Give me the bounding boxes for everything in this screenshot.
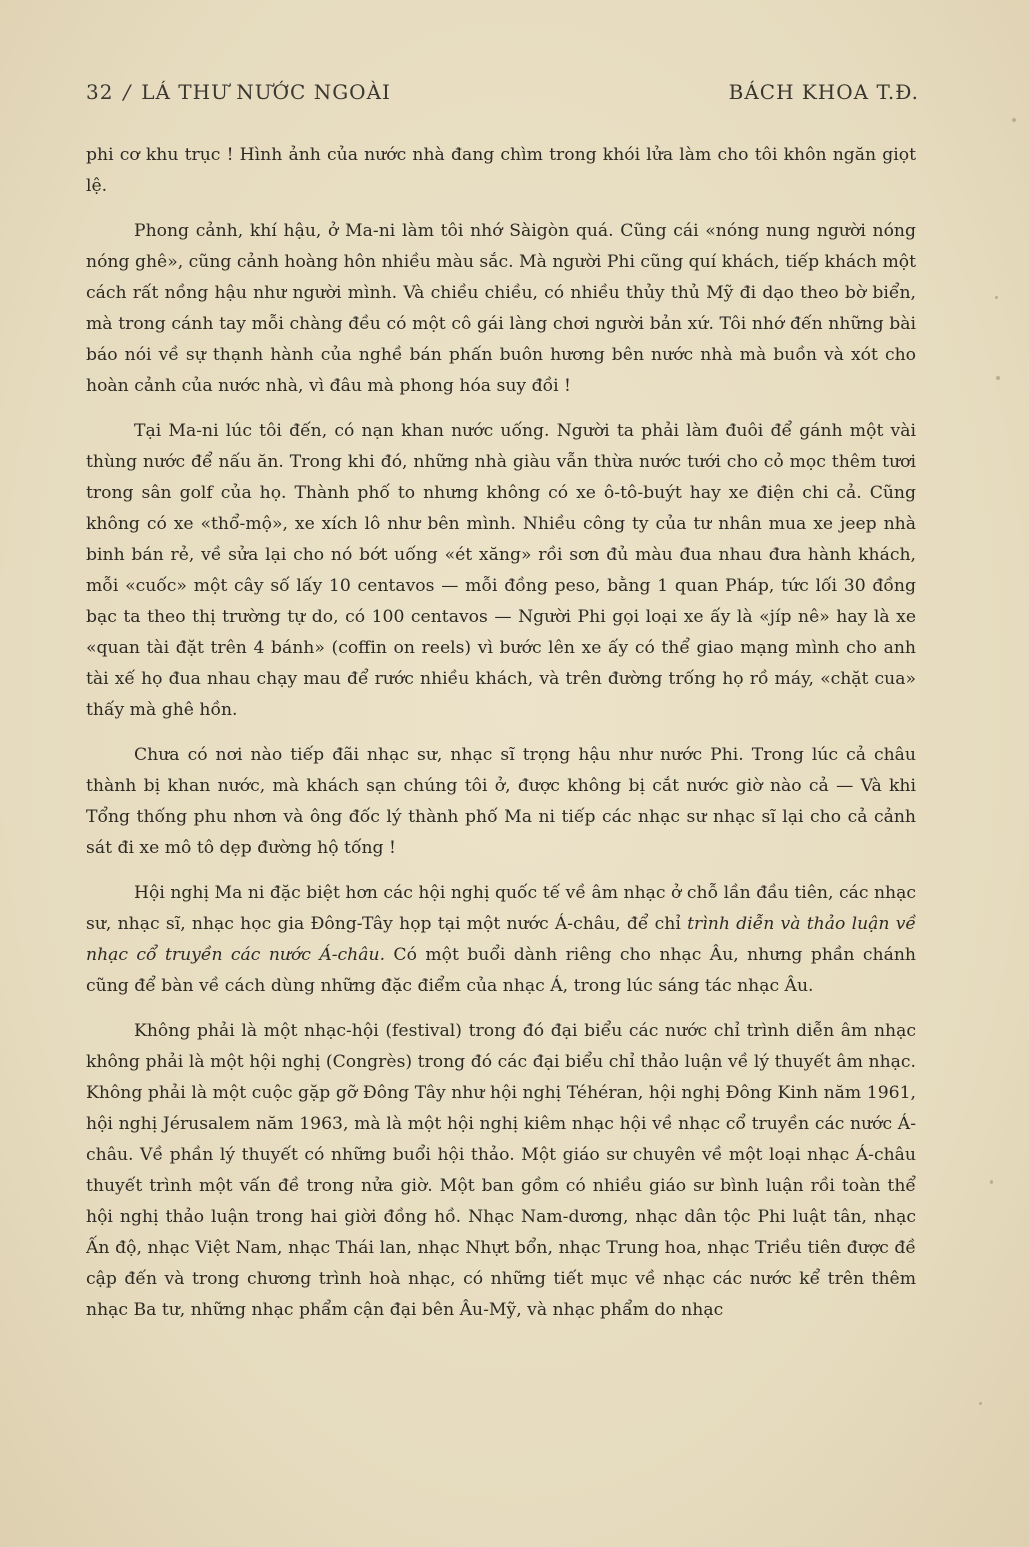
paper-speck [996,376,1000,380]
paragraph: Tại Ma-ni lúc tôi đến, có nạn khan nước uống. Người ta phải làm đuôi để gánh một vài thùng nước để nấu ăn. Trong khi đó, những nhà giàu vẫn thừa nước tưới cho cỏ mọc thêm tươi trong sân golf của họ. Thành phố to nhưng không có xe ô-tô-buýt hay xe điện chi cả. Cũng không có xe «thổ-mộ», xe xích lô như bên mình. Nhiều công ty của tư nhân mua xe jeep nhà binh bán rẻ, về sửa lại cho nó bớt uống «ét xăng» rồi sơn đủ màu đua nhau đưa hành khách, mỗi «cuốc» một cây số lấy 10 centavos — mỗi đồng peso, bằng 1 quan Pháp, tức lối 30 đồng bạc ta theo thị trường tự do, có 100 centavos — Người Phi gọi loại xe ấy là «jíp nê» hay là xe «quan tài đặt trên 4 bánh» (coffin on reels) vì bước lên xe ấy có thể giao mạng mình cho anh tài xế họ đua nhau chạy mau để rước nhiều khách, và trên đường trống họ rồ máy, «chặt cua» thấy mà ghê hồn. [86,421,916,720]
paper-speck [995,296,998,299]
paragraph: Không phải là một nhạc-hội (festival) trong đó đại biểu các nước chỉ trình diễn âm nhạc không phải là một hội nghị (Congrès) trong đó các đại biểu chỉ thảo luận về lý thuyết âm nhạc. Không phải là một cuộc gặp gỡ Đông Tây như hội nghị Téhéran, hội nghị Đông Kinh năm 1961, hội nghị Jérusalem năm 1963, mà là một hội nghị kiêm nhạc hội về nhạc cổ truyền các nước Á-châu. Về phần lý thuyết có những buổi hội thảo. Một giáo sư chuyên về một loại nhạc Á-châu thuyết trình một vấn đề trong nửa giờ. Một ban gồm có nhiều giáo sư bình luận rồi toàn thể hội nghị thảo luận trong hai giời đồng hồ. Nhạc Nam-dương, nhạc dân tộc Phi luật tân, nhạc Ấn độ, nhạc Việt Nam, nhạc Thái lan, nhạc Nhựt bổn, nhạc Trung hoa, nhạc Triều tiên được đề cập đến và trong chương trình hoà nhạc, có những tiết mục về nhạc các nước kể trên thêm nhạc Ba tư, những nhạc phẩm cận đại bên Âu-Mỹ, và nhạc phẩm do nhạc [86,1021,916,1320]
running-header [86,80,919,110]
paragraph: Chưa có nơi nào tiếp đãi nhạc sư, nhạc sĩ trọng hậu như nước Phi. Trong lúc cả châu thành bị khan nước, mà khách sạn chúng tôi ở, được không bị cắt nước giờ nào cả — Và khi Tổng thống phu nhơn và ông đốc lý thành phố Ma ni tiếp các nhạc sư nhạc sĩ lại cho cả cảnh sát đi xe mô tô dẹp đường hộ tống ! [86,745,916,858]
paragraph-text: Có một buổi dành riêng cho nhạc Âu, nhưng phần chánh cũng để bàn về cách dùng những đặc điểm của nhạc Á, trong lúc sáng tác nhạc Âu. [86,945,916,996]
article-body [86,140,916,1340]
italic-phrase: trình diễn và thảo luận về nhạc cổ truyền các nước Á-châu. [86,914,916,965]
paragraph-text: Hội nghị Ma ni đặc biệt hơn các hội nghị quốc tế về âm nhạc ở chỗ lần đầu tiên, các nhạc sư, nhạc sĩ, nhạc học gia Đông-Tây họp tại một nước Á-châu, để chỉ [86,883,916,934]
paragraph: Phong cảnh, khí hậu, ở Ma-ni làm tôi nhớ Sàigòn quá. Cũng cái «nóng nung người nóng nóng ghê», cũng cảnh hoàng hôn nhiều màu sắc. Mà người Phi cũng quí khách, tiếp khách một cách rất nồng hậu như người mình. Và chiều chiều, có nhiều thủy thủ Mỹ đi dạo theo bờ biển, mà trong cánh tay mỗi chàng đều có một cô gái làng chơi người bản xứ. Tôi nhớ đến những bài báo nói về sự thạnh hành của nghề bán phấn buôn hương bên nước nhà mà buồn và xót cho hoàn cảnh của nước nhà, vì đâu mà phong hóa suy đồi ! [86,221,916,396]
paper-speck [990,1180,993,1184]
paper-speck [1012,118,1016,122]
publication-name: BÁCH KHOA T.Đ. [728,80,919,104]
paper-speck [979,1402,982,1405]
header-separator: / [123,80,132,104]
paragraph: phi cơ khu trục ! Hình ảnh của nước nhà đang chìm trong khói lửa làm cho tôi khôn ngăn giọt lệ. [86,145,916,196]
page-number: 32 [86,80,114,104]
section-title: LÁ THƯ NƯỚC NGOÀI [141,80,391,104]
paragraph [86,878,916,1002]
header-left [86,80,391,104]
